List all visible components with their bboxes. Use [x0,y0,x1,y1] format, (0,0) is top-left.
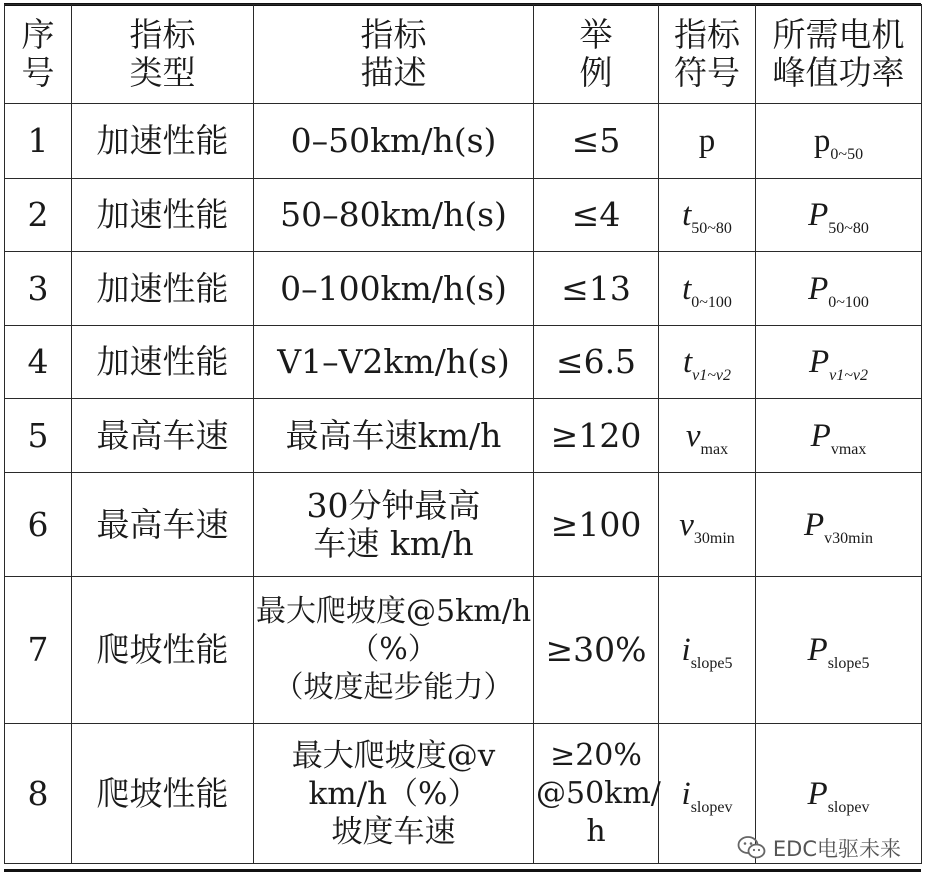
cell-example: ≤4 [534,179,659,252]
cell-power: $P_{v1\sim v2}$ [756,326,922,399]
cell-symbol: $t_{0\sim 100}$ [659,252,756,326]
cell-desc: 最大爬坡度@5km/h （%） （坡度起步能力） [254,577,534,724]
cell-no: 2 [5,179,72,252]
header-no: 序 号 [5,5,72,104]
cell-type: 最高车速 [72,399,254,473]
cell-symbol: $i_{slopev}$ [659,724,756,864]
cell-type: 最高车速 [72,473,254,577]
watermark [737,833,901,863]
wechat-icon [737,835,767,861]
cell-power: $P_{slopev}$ [756,724,922,864]
cell-symbol: p [659,104,756,179]
cell-example: ≤13 [534,252,659,326]
cell-symbol: $t_{v1\sim v2}$ [659,326,756,399]
cell-no: 1 [5,104,72,179]
table-row [5,252,922,326]
cell-power: $P_{0\sim 100}$ [756,252,922,326]
table-row [5,473,922,577]
cell-example: ≥30% [534,577,659,724]
cell-no: 8 [5,724,72,864]
table-row [5,326,922,399]
cell-symbol: $v_{max}$ [659,399,756,473]
cell-type: 爬坡性能 [72,577,254,724]
spec-table [4,4,922,864]
cell-example: ≤5 [534,104,659,179]
cell-type: 加速性能 [72,252,254,326]
table-row [5,179,922,252]
cell-desc: 最大爬坡度@v km/h（%） 坡度车速 [254,724,534,864]
cell-power: $P_{50\sim 80}$ [756,179,922,252]
header-desc: 指标 描述 [254,5,534,104]
cell-example: ≤6.5 [534,326,659,399]
cell-power: $P_{vmax}$ [756,399,922,473]
cell-desc: 50–80km/h(s) [254,179,534,252]
cell-no: 5 [5,399,72,473]
header-type: 指标 类型 [72,5,254,104]
cell-no: 6 [5,473,72,577]
cell-symbol: $v_{30min}$ [659,473,756,577]
cell-desc: 最高车速km/h [254,399,534,473]
header-row [5,5,922,104]
cell-type: 爬坡性能 [72,724,254,864]
table-row [5,577,922,724]
cell-desc: 0–50km/h(s) [254,104,534,179]
cell-no: 7 [5,577,72,724]
cell-type: 加速性能 [72,326,254,399]
table-row [5,399,922,473]
table-row [5,104,922,179]
cell-desc: 30分钟最高 车速 km/h [254,473,534,577]
cell-power: $P_{slope5}$ [756,577,922,724]
cell-type: 加速性能 [72,104,254,179]
cell-example: ≥20% @50km/ h [534,724,659,864]
header-example: 举 例 [534,5,659,104]
cell-symbol: $i_{slope5}$ [659,577,756,724]
cell-type: 加速性能 [72,179,254,252]
cell-no: 3 [5,252,72,326]
cell-example: ≥120 [534,399,659,473]
cell-no: 4 [5,326,72,399]
header-power: 所需电机 峰值功率 [756,5,922,104]
cell-desc: 0–100km/h(s) [254,252,534,326]
watermark-text: EDC电驱未来 [772,837,901,861]
cell-symbol: $t_{50\sim 80}$ [659,179,756,252]
cell-power: $p_{0\sim 50}$ [756,104,922,179]
cell-desc: V1–V2km/h(s) [254,326,534,399]
cell-example: ≥100 [534,473,659,577]
cell-power: $P_{v30min}$ [756,473,922,577]
header-symbol: 指标 符号 [659,5,756,104]
table-bottom-rule [4,869,921,872]
